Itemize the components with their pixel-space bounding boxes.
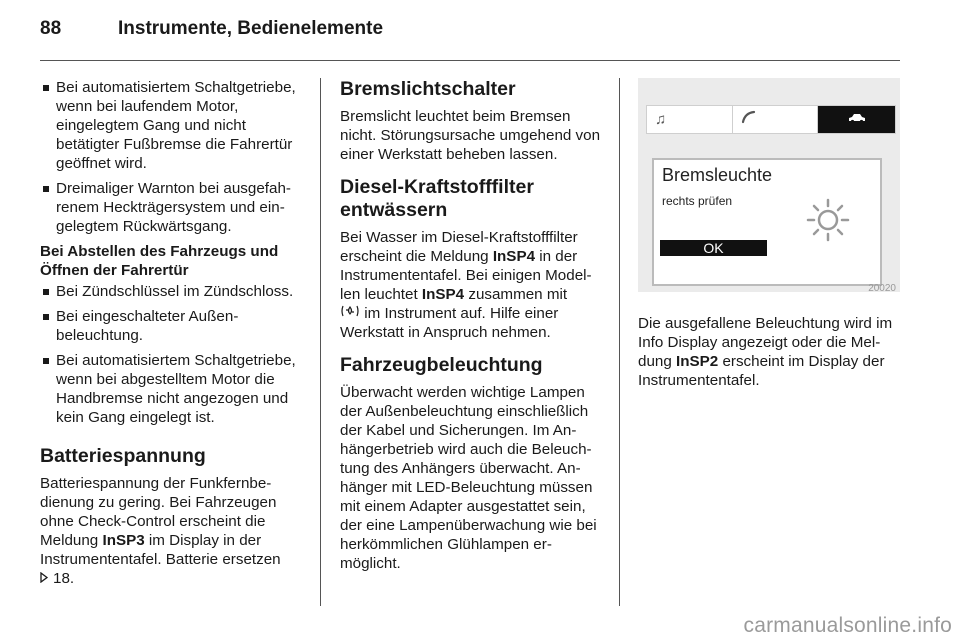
column-left bbox=[40, 78, 306, 588]
list-item bbox=[40, 351, 306, 427]
column-right bbox=[638, 78, 900, 390]
diesel-filter-icon bbox=[340, 304, 360, 323]
list-item-text: Dreimaliger Warnton bei ausgefahrenem Heckträgersystem und eingelegtem Rückwärtsgang. bbox=[56, 180, 291, 235]
list-item-text: Bei automatisiertem Schaltgetriebe, wenn bei abgestelltem Motor die Handbremse nicht angezogen und kein Gang eingelegt ist. bbox=[56, 352, 296, 426]
page-number: 88 bbox=[40, 18, 62, 39]
header-rule bbox=[40, 60, 900, 61]
battery-paragraph bbox=[40, 474, 306, 588]
text: Bei Wasser im Diesel-Kraftstofffilter erscheint die Meldung bbox=[340, 229, 578, 265]
message-code: InSP2 bbox=[676, 353, 719, 370]
figure-caption bbox=[638, 314, 900, 390]
bullet-square-icon bbox=[43, 186, 49, 192]
column-middle bbox=[340, 78, 606, 573]
bullet-square-icon bbox=[43, 85, 49, 91]
column-divider-1 bbox=[320, 78, 321, 606]
column-divider-2 bbox=[619, 78, 620, 606]
brake-heading: Bremslichtschalter bbox=[340, 78, 516, 100]
tab-audio[interactable] bbox=[647, 106, 733, 133]
light-bulb-icon bbox=[804, 198, 852, 247]
battery-heading: Batteriespannung bbox=[40, 445, 206, 467]
text: Batteriespannung der Funkfernbedienung zu gering. Bei Fahrzeugen ohne Check-Control erscheint die Meldung bbox=[40, 475, 277, 549]
subheading: Bei Abstellen des Fahrzeugs und Öffnen der Fahrertür bbox=[40, 243, 279, 279]
page-header bbox=[40, 18, 383, 40]
lighting-paragraph: Überwacht werden wichtige Lampen der Außenbeleuchtung einschließlich der Kabel und Sicherungen. Im Anhängerbetrieb wird auch die Beleuchtung des Anhängers überwacht. Anhänger mit LED-Beleuchtung müssen mit einem Adapter ausgestattet sein, der eine Lampenüberwachung wie bei herkömmlichen Glühlampen ermöglicht. bbox=[340, 384, 597, 573]
list-item bbox=[40, 282, 306, 301]
phone-icon bbox=[741, 110, 757, 129]
ok-button[interactable]: OK bbox=[660, 240, 767, 256]
display-tabs bbox=[646, 105, 896, 134]
diesel-heading: Diesel-Kraftstofffilter entwässern bbox=[340, 176, 534, 221]
diesel-paragraph bbox=[340, 228, 606, 342]
message-box bbox=[652, 158, 882, 286]
message-code: InSP4 bbox=[492, 248, 536, 265]
message-code: InSP4 bbox=[421, 286, 465, 303]
watermark: carmanualsonline.info bbox=[743, 614, 952, 637]
bullet-square-icon bbox=[43, 314, 49, 320]
text: zusammen mit bbox=[464, 286, 568, 303]
text: im Instrument auf. Hilfe einer Werkstatt in Anspruch nehmen. bbox=[340, 305, 559, 342]
music-note-icon: ♫ bbox=[655, 111, 667, 128]
triangle-right-icon[interactable] bbox=[40, 569, 48, 588]
figure-number: 20020 bbox=[868, 283, 896, 294]
list-item bbox=[40, 179, 306, 236]
list-item-text: Bei Zündschlüssel im Zündschloss. bbox=[56, 283, 294, 300]
tab-phone[interactable] bbox=[733, 106, 819, 133]
text: erscheint im Display der Instrumententafel. bbox=[638, 353, 885, 389]
list-item-text: Bei automatisiertem Schaltgetriebe, wenn bei laufendem Motor, eingelegtem Gang und nicht betätigter Fußbremse die Fahrertür geöffnet wird. bbox=[56, 79, 296, 172]
text: Die ausgefallene Beleuchtung wird im Info Display angezeigt oder die Meldung bbox=[638, 315, 893, 370]
text: im Display in der Instrumententafel. Batterie ersetzen bbox=[40, 532, 281, 568]
bullet-square-icon bbox=[43, 289, 49, 295]
page-title: Instrumente, Bedienelemente bbox=[118, 18, 384, 39]
brake-paragraph: Bremslicht leuchtet beim Bremsen nicht. Störungsursache umgehend von einer Werkstatt beheben lassen. bbox=[340, 108, 601, 163]
list-item bbox=[40, 78, 306, 173]
bullet-square-icon bbox=[43, 358, 49, 364]
list-item-text: Bei eingeschalteter Außenbeleuchtung. bbox=[56, 308, 239, 344]
text: in der Instrumententafel. Bei einigen Modellen leuchtet bbox=[340, 248, 592, 303]
info-display-figure bbox=[638, 78, 900, 292]
message-code: InSP3 bbox=[102, 532, 145, 549]
page-reference[interactable]: 18. bbox=[53, 570, 75, 587]
car-icon bbox=[847, 110, 867, 129]
tab-vehicle[interactable] bbox=[818, 106, 895, 133]
message-subtitle: rechts prüfen bbox=[662, 194, 733, 208]
lighting-heading: Fahrzeugbeleuchtung bbox=[340, 354, 543, 377]
list-item bbox=[40, 307, 306, 345]
message-title: Bremsleuchte bbox=[662, 165, 773, 185]
